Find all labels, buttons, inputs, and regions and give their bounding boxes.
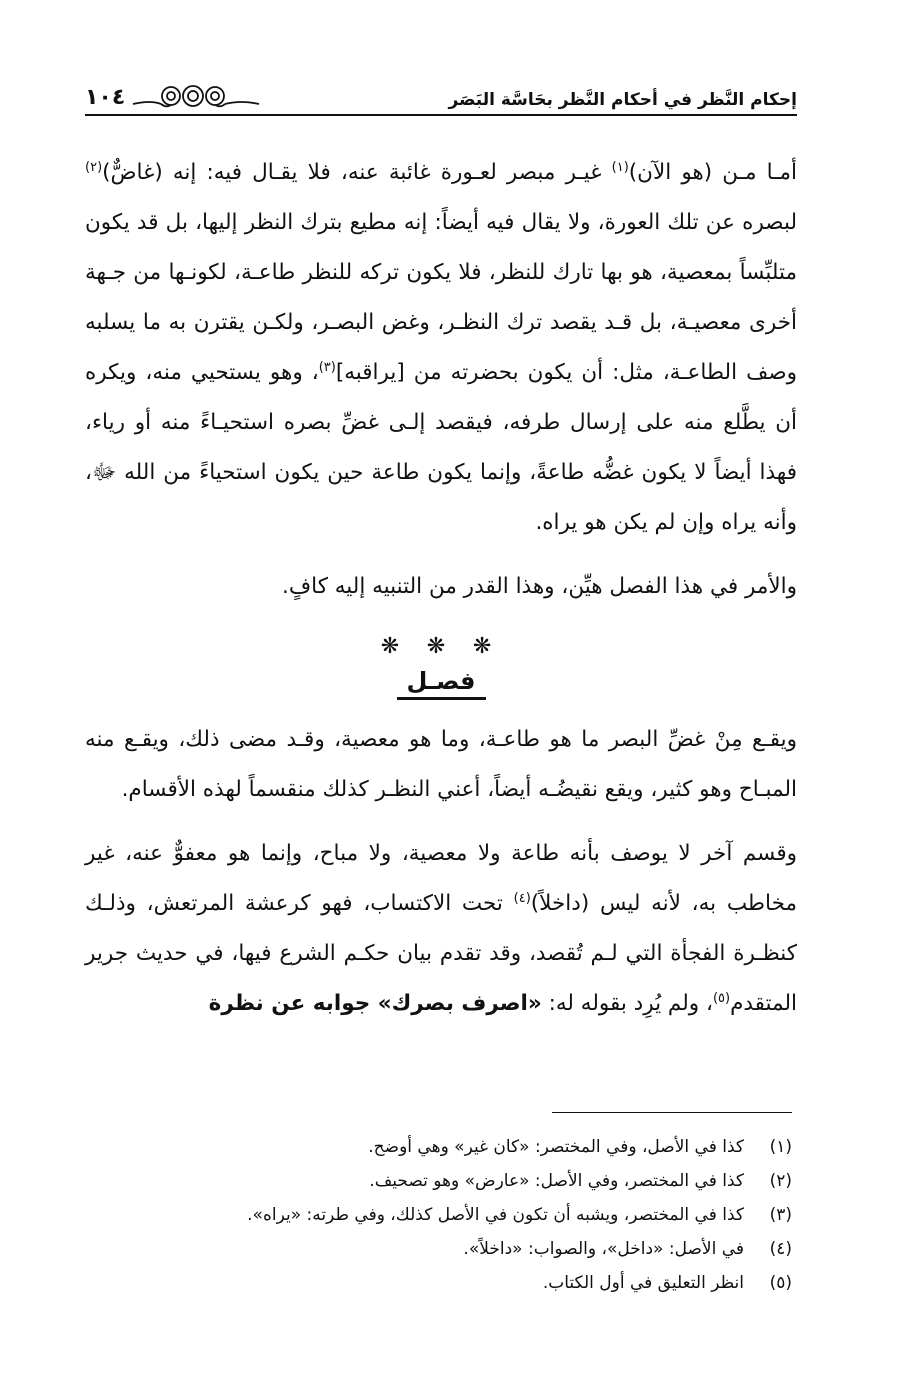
text-span: أمـا مـن (هو الآن) (628, 160, 797, 185)
section-title (85, 667, 797, 695)
main-text (85, 148, 797, 1029)
running-title: إحكام النَّظر في أحكام النَّظر بحَاسَّة البَصَر (448, 90, 797, 110)
footnote-ref: (٣) (318, 359, 336, 375)
paragraph-1 (85, 148, 797, 548)
footnote-ref: (٢) (85, 159, 103, 175)
paragraph-4 (85, 829, 797, 1029)
bold-text: «اصرف بصرك» جوابه عن نظرة (208, 991, 542, 1016)
footnote-ref: (٤) (513, 890, 531, 906)
text-span: وقسم آخر لا يوصف بأنه طاعة ولا معصية، ولا مباح، وإنما هو معفوٌّ عنه، غير مخاطب به، لأنه ليس (داخلاً) (85, 841, 797, 916)
text-span: ، وهو يستحيي منه، ويكره أن يطَّلع منه على إرسال طرفه، فيقصد إلـى غضِّ بصره استحيـاءً منه أو رياء، فهذا أيضاً لا يكون غضُّه طاعةً، وإنما يكون طاعة حين يكون استحياءً من الله ﷻ، وأنه يراه وإن لم يكن هو يراه. (85, 360, 797, 535)
footnote-text: في الأصل: «داخل»، والصواب: «داخلاً». (463, 1239, 744, 1259)
footnote-item (112, 1266, 792, 1300)
footnote-text: كذا في المختصر، وفي الأصل: «عارض» وهو تصحيف. (369, 1171, 744, 1191)
footnote-number: (١) (769, 1137, 792, 1157)
footnote-number: (٢) (769, 1171, 792, 1191)
footnote-text: كذا في المختصر، ويشبه أن تكون في الأصل كذلك، وفي طرته: «يراه». (247, 1205, 744, 1225)
footnote-divider (552, 1112, 792, 1113)
section-separator: ❋ ❋ ❋ (380, 634, 502, 659)
footnote-number: (٣) (769, 1205, 792, 1225)
text-span: ، ولم يُرِد بقوله له: (541, 991, 713, 1016)
footnotes (112, 1130, 792, 1300)
footnote-number: (٤) (769, 1239, 792, 1259)
footnote-item (112, 1198, 792, 1232)
text-span: غيـر مبصر لعـورة غائبة عنه، فلا يقـال فيه: إنه (غاضٌّ) (102, 160, 612, 185)
footnote-item (112, 1164, 792, 1198)
page-header (85, 72, 797, 116)
page-number: ١٠٤ (85, 85, 126, 110)
footnote-number: (٥) (769, 1273, 792, 1293)
footnote-ref: (١) (611, 159, 629, 175)
footnote-item (112, 1232, 792, 1266)
text-span: لبصره عن تلك العورة، ولا يقال فيه أيضاً: إنه مطيع بترك النظر إليها، بل قد يكون متلبِّساً بمعصية، هو بها تارك للنظر، فلا يكون تركه للنظر طاعـة، لكونـها من جـهة أخرى معصيـة، بل قـد يقصد ترك النظـر، وغض البصـر، ولكـن يقترن به ما يسلبه وصف الطاعـة، مثل: أن يكون بحضرته من [يراقبه] (85, 210, 797, 385)
paragraph-3: ويقـع مِنْ غضِّ البصر ما هو طاعـة، وما هو معصية، وقـد مضى ذلك، ويقـع منه المبـاح وهو كثير، ويقع نقيضُـه أيضاً، أعني النظـر كذلك منقسماً لهذه الأقسام. (85, 727, 797, 802)
text-span: تحت الاكتساب، فهو كرعشة المرتعش، وذلـك كنظـرة الفجأة التي لـم تُقصد، وقد تقدم بيان حكـم الشرع فيها، في حديث جرير المتقدم (85, 891, 797, 1016)
footnote-ref: (٥) (712, 990, 731, 1006)
paragraph-2: والأمر في هذا الفصل هيِّن، وهذا القدر من التنبيه إليه كافٍ. (282, 574, 797, 599)
page-number-block (85, 80, 261, 114)
footnote-text: كذا في الأصل، وفي المختصر: «كان غير» وهي أوضح. (368, 1137, 744, 1157)
section-title-text: فصـل (397, 667, 486, 700)
footnote-text: انظر التعليق في أول الكتاب. (542, 1273, 744, 1293)
ornament-icon (131, 80, 261, 110)
footnote-item (112, 1130, 792, 1164)
